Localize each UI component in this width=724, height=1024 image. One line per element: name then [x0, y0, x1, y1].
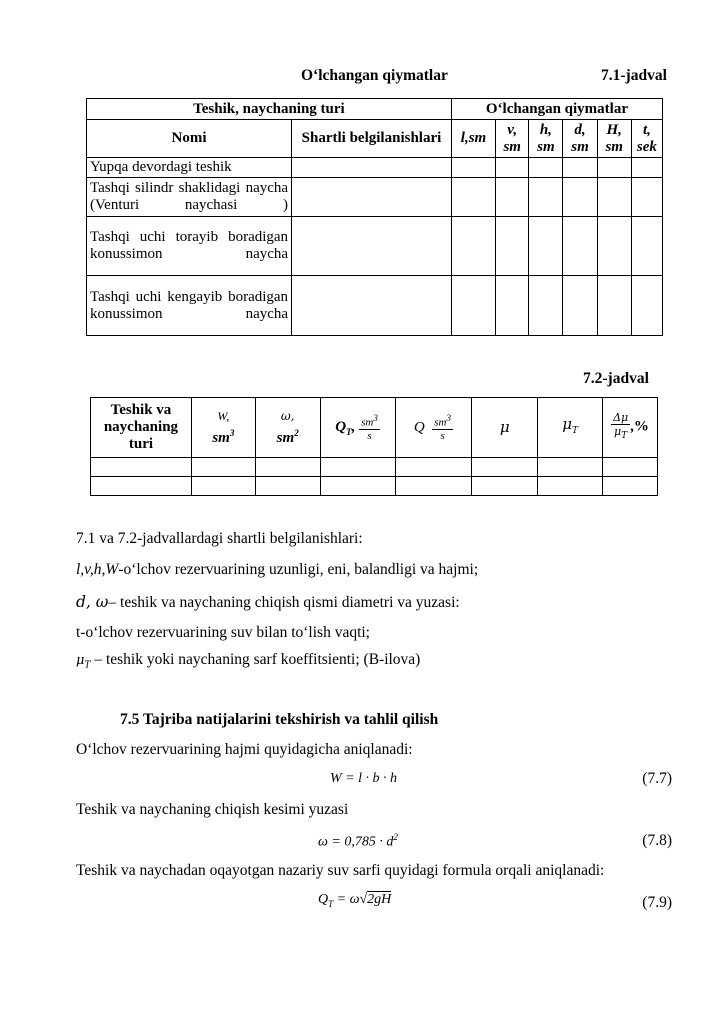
notes-intro: 7.1 va 7.2-jadvallardagi shartli belgilanishlari:: [76, 530, 363, 547]
table-row: [91, 477, 658, 496]
section-paragraph-3: Teshik va naychadan oqayotgan nazariy suv sarfi quyidagi formula orqali aniqlanadi:: [76, 862, 605, 879]
table-row: [87, 158, 663, 178]
formula-7-8: $\omega = 0,785 \cdot d^2$: [318, 832, 398, 850]
notes-line-2: d, ω– teshik va naychaning chiqish qismi diametri va yuzasi:: [76, 593, 460, 611]
table1-row-name: Tashqi uchi torayib boradigan konussimon naycha: [87, 217, 292, 276]
notes-line-4: $\mu_T$ – teshik yoki naychaning sarf koeffitsienti; (B-ilova): [76, 651, 421, 671]
table1-caption: O‘lchangan qiymatlar: [301, 67, 448, 84]
table-row: [87, 276, 663, 336]
formula-7-7-number: (7.7): [642, 770, 672, 787]
table2-col-mu: μ: [472, 398, 538, 458]
formula-7-9-number: (7.9): [642, 894, 672, 911]
table1-group-right: O‘lchangan qiymatlar: [451, 99, 662, 120]
table1: [86, 98, 663, 336]
table-row: [87, 217, 663, 276]
table2-col-QT: $Q_T$, $\frac{sm^3}{s}$: [320, 398, 395, 458]
table2-col-omega: ω, $sm^2$: [255, 398, 320, 458]
table2-label: 7.2-jadval: [583, 370, 649, 387]
table1-col-v: v, sm: [496, 120, 529, 158]
table-row: [87, 178, 663, 217]
table2-col-type: Teshik va naychaning turi: [91, 398, 192, 458]
section-paragraph-1: O‘lchov rezervuarining hajmi quyidagicha aniqlanadi:: [76, 741, 413, 758]
table1-label: 7.1-jadval: [601, 67, 667, 84]
table1-row-name: Tashqi silindr shaklidagi naycha (Venturi naychasi ): [87, 178, 292, 217]
table1-row-name: Tashqi uchi kengayib boradigan konussimon naycha: [87, 276, 292, 336]
table2-col-Q: Q $\frac{sm^3}{s}$: [395, 398, 472, 458]
notes-line-3: t-o‘lchov rezervuarining suv bilan to‘lish vaqti;: [76, 624, 370, 641]
section-paragraph-2: Teshik va naychaning chiqish kesimi yuzasi: [76, 801, 349, 818]
table1-col-t: t, sek: [631, 120, 662, 158]
table1-col-l: l,sm: [451, 120, 495, 158]
table2-col-dmu: $\frac{\Delta\mu}{\mu_T}$ ,%: [603, 398, 658, 458]
notes-line-1: l,v,h,W-o‘lchov rezervuarining uzunligi, eni, balandligi va hajmi;: [76, 561, 479, 578]
formula-7-8-number: (7.8): [642, 832, 672, 849]
table1-col-symbols: Shartli belgilanishlari: [292, 120, 452, 158]
table1-row-name: Yupqa devordagi teshik: [87, 158, 292, 178]
table-row: [91, 458, 658, 477]
formula-7-7: W = l · b · h: [330, 771, 397, 786]
table1-col-H: H, sm: [597, 120, 631, 158]
table1-col-d: d, sm: [563, 120, 597, 158]
table1-group-left: Teshik, naychaning turi: [87, 99, 452, 120]
formula-7-9: $Q_T = \omega√2gH$: [318, 892, 392, 909]
table1-col-h: h, sm: [529, 120, 563, 158]
section-heading: 7.5 Tajriba natijalarini tekshirish va tahlil qilish: [120, 711, 439, 728]
table2: [90, 397, 658, 496]
table2-col-W: W, $sm^3$: [191, 398, 255, 458]
table2-col-muT: $\mu_T$: [538, 398, 603, 458]
table1-col-name: Nomi: [87, 120, 292, 158]
